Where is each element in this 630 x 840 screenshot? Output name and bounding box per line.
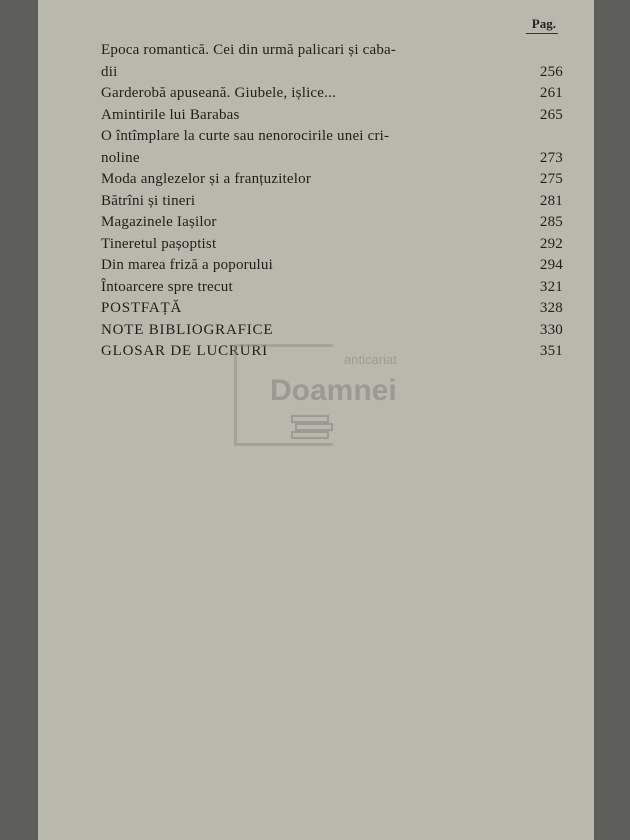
table-of-contents [101,40,563,363]
toc-page-number: 256 [539,63,563,80]
toc-row [101,62,563,84]
toc-page-number: 265 [539,106,563,123]
toc-row [101,234,563,256]
watermark-name: Doamnei [270,374,397,407]
toc-title: Moda anglezelor și a franțuzitelor [101,171,312,187]
toc-page-number: 292 [539,235,563,252]
toc-title: Amintirile lui Barabas [101,106,240,123]
toc-row [101,255,563,277]
toc-title-continued: dii [101,63,118,80]
toc-row [101,148,563,170]
toc-page-number: 328 [539,300,563,316]
toc-row [101,126,563,148]
toc-title: GLOSAR DE LUCRURI [101,343,268,359]
toc-title-continued: noline [101,149,140,166]
toc-page-number: 275 [539,171,563,187]
toc-page-number: 351 [539,343,563,359]
toc-row [101,212,563,234]
toc-title: O întîmplare la curte sau nenorocirile unei cri- [101,128,390,144]
toc-title: Epoca romantică. Cei din urmă palicari și caba- [101,42,397,58]
page-column-header: Pag. [526,16,558,34]
toc-row [101,277,563,299]
toc-page-number: 285 [539,214,563,230]
toc-row [101,83,563,105]
toc-row [101,320,563,342]
toc-page-number: 294 [539,257,563,273]
toc-page-number: 330 [539,321,563,338]
toc-row [101,105,563,127]
toc-page-number: 261 [539,85,563,101]
books-icon [290,414,334,440]
toc-title: POSTFAȚĂ [101,300,183,316]
toc-row [101,169,563,191]
toc-row [101,191,563,213]
toc-title: Magazinele Iașilor [101,214,217,230]
toc-title: Tineretul pașoptist [101,235,217,252]
toc-row [101,298,563,320]
watermark-caption: anticariat [344,352,397,367]
toc-title: Garderobă apuseană. Giubele, ișlice... [101,85,337,101]
toc-page-number: 321 [539,278,563,295]
toc-title: Din marea friză a poporului [101,257,273,273]
book-page [38,0,594,840]
watermark-logo [234,344,444,462]
toc-title: Întoarcere spre trecut [101,278,233,295]
toc-page-number: 273 [539,149,563,166]
toc-page-number: 281 [539,192,563,209]
toc-title: NOTE BIBLIOGRAFICE [101,321,274,338]
toc-title: Bătrîni și tineri [101,192,196,209]
toc-row [101,40,563,62]
